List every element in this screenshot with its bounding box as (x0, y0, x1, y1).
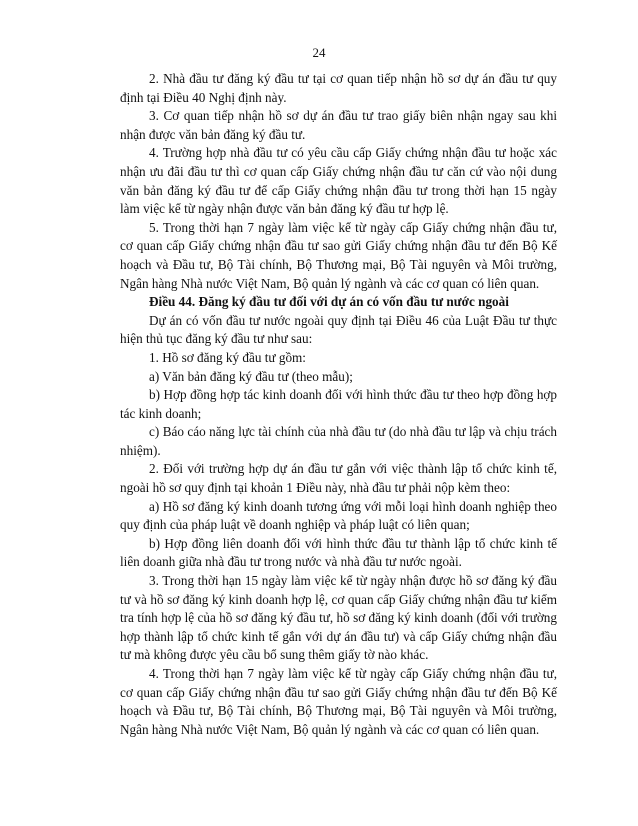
paragraph: a) Văn bản đăng ký đầu tư (theo mẫu); (149, 368, 353, 384)
paragraph: 4. Trong thời hạn 7 ngày làm việc kể từ ngày cấp Giấy chứng nhận đầu tư, cơ quan cấp Giấy chứng nhận đầu tư sao gửi Giấy chứng nhận đầu tư đến Bộ Kế hoạch và Đầu tư, Bộ Tài chính, Bộ Thương mại, Bộ Tài nguyên và Môi trường, Ngân hàng Nhà nước Việt Nam, Bộ quản lý ngành và các cơ quan có liên quan. (120, 666, 557, 737)
page-number: 24 (312, 45, 326, 60)
document-body (120, 70, 557, 739)
article-heading: Điều 44. Đăng ký đầu tư đối với dự án có vốn đầu tư nước ngoài (149, 294, 509, 310)
paragraph: 5. Trong thời hạn 7 ngày làm việc kể từ ngày cấp Giấy chứng nhận đầu tư, cơ quan cấp Giấy chứng nhận đầu tư sao gửi Giấy chứng nhận đầu tư đến Bộ Kế hoạch và Đầu tư, Bộ Tài chính, Bộ Thương mại, Bộ Tài nguyên và Môi trường, Ngân hàng Nhà nước Việt Nam, Bộ quản lý ngành và các cơ quan có liên quan. (120, 219, 557, 291)
paragraph: b) Hợp đồng liên doanh đối với hình thức đầu tư thành lập tổ chức kinh tế liên doanh giữa nhà đầu tư trong nước và nhà đầu tư nước ngoài. (120, 535, 557, 570)
paragraph: 3. Trong thời hạn 15 ngày làm việc kể từ ngày nhận được hồ sơ đăng ký đầu tư và hồ sơ đăng ký kinh doanh hợp lệ, cơ quan cấp Giấy chứng nhận đầu tư kiểm tra tính hợp lệ của hồ sơ đăng ký đầu tư, hồ sơ đăng ký kinh doanh (đối với trường hợp thành lập tổ chức kinh tế gắn với dự án đầu tư) và cấp Giấy chứng nhận đầu tư mà không được yêu cầu bổ sung thêm giấy tờ nào khác. (120, 573, 557, 663)
paragraph: Dự án có vốn đầu tư nước ngoài quy định tại Điều 46 của Luật Đầu tư thực hiện thủ tục đăng ký đầu tư như sau: (120, 312, 557, 347)
paragraph: 3. Cơ quan tiếp nhận hồ sơ dự án đầu tư trao giấy biên nhận ngay sau khi nhận được văn bản đăng ký đầu tư. (120, 108, 557, 142)
paragraph: a) Hồ sơ đăng ký kinh doanh tương ứng với mỗi loại hình doanh nghiệp theo quy định của pháp luật về doanh nghiệp và pháp luật có liên quan; (120, 498, 557, 533)
paragraph: 2. Đối với trường hợp dự án đầu tư gắn với việc thành lập tổ chức kinh tế, ngoài hồ sơ quy định tại khoản 1 Điều này, nhà đầu tư phải nộp kèm theo: (120, 461, 557, 496)
paragraph: b) Hợp đồng hợp tác kinh doanh đối với hình thức đầu tư theo hợp đồng hợp tác kinh doanh; (120, 387, 557, 421)
paragraph: 2. Nhà đầu tư đăng ký đầu tư tại cơ quan tiếp nhận hồ sơ dự án đầu tư quy định tại Điều 40 Nghị định này. (120, 71, 557, 105)
paragraph: 1. Hồ sơ đăng ký đầu tư gồm: (149, 349, 306, 365)
paragraph: c) Báo cáo năng lực tài chính của nhà đầu tư (do nhà đầu tư lập và chịu trách nhiệm). (120, 424, 557, 458)
paragraph: 4. Trường hợp nhà đầu tư có yêu cầu cấp Giấy chứng nhận đầu tư hoặc xác nhận ưu đãi đầu tư thì cơ quan cấp Giấy chứng nhận đầu tư căn cứ vào nội dung văn bản đăng ký đầu tư để cấp Giấy chứng nhận đầu tư trong thời hạn 15 ngày làm việc kể từ ngày nhận được văn bản đăng ký đầu tư hợp lệ. (120, 145, 557, 217)
